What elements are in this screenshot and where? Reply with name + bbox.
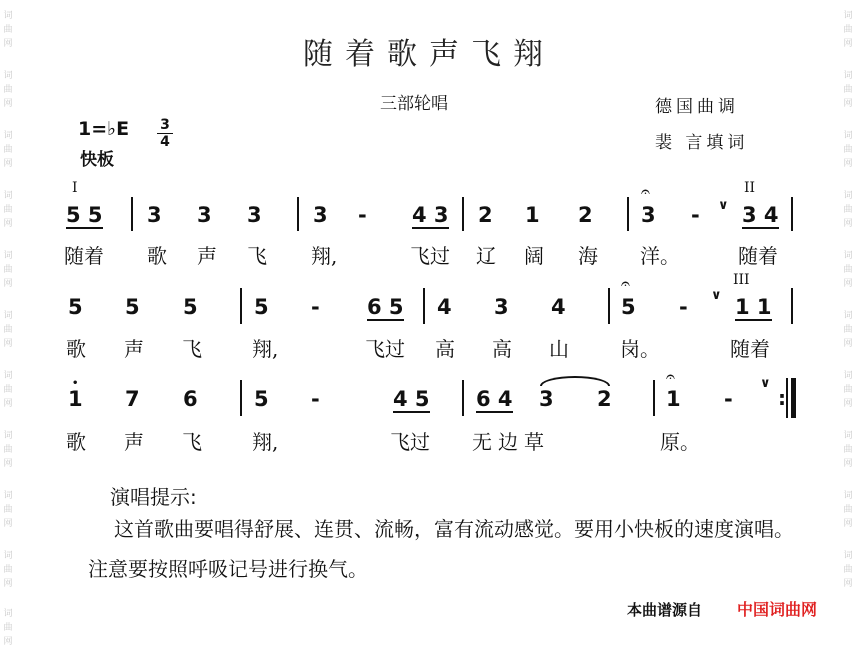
watermark-char: 词 (3, 71, 13, 81)
lyricist-credit: 裴 言填词 (655, 133, 749, 153)
lyric: 声 (124, 337, 144, 361)
note: 2 (597, 387, 612, 411)
watermark-char: 网 (843, 339, 853, 349)
lyric: 随着 (64, 244, 104, 268)
note: 4 5 (393, 387, 430, 411)
lyric: 高 (492, 337, 512, 361)
note: 5 5 (66, 203, 103, 227)
lyric: 飞过 (390, 430, 430, 454)
watermark-char: 网 (843, 219, 853, 229)
barline (653, 380, 655, 416)
source-brand-link[interactable]: 中国词曲网 (737, 600, 818, 619)
watermark-char: 曲 (3, 565, 13, 575)
watermark-char: 曲 (3, 325, 13, 335)
lyric: 岗。 (620, 337, 660, 361)
lyric: 飞 (182, 337, 202, 361)
watermark-char: 网 (3, 637, 13, 647)
watermark-char: 曲 (843, 565, 853, 575)
barline (791, 288, 793, 324)
lyric: 随着 (730, 337, 770, 361)
watermark-char: 曲 (843, 205, 853, 215)
lyric: 海 (578, 244, 598, 268)
note: 5 (68, 295, 83, 319)
lyric: 山 (549, 337, 569, 361)
note: 3 (313, 203, 328, 227)
note: 5 (254, 387, 269, 411)
watermark-char: 曲 (3, 505, 13, 515)
barline (608, 288, 610, 324)
key-signature: 1=♭E (78, 118, 130, 140)
tempo-marking: 快板 (80, 150, 114, 170)
lyric: 翔, (252, 430, 279, 454)
watermark-char: 曲 (843, 265, 853, 275)
watermark-char: 词 (843, 551, 853, 561)
watermark-char: 网 (3, 219, 13, 229)
watermark-char: 词 (843, 431, 853, 441)
watermark-char: 词 (843, 71, 853, 81)
note: 7 (125, 387, 140, 411)
lyric: 翔, (311, 244, 338, 268)
watermark-char: 网 (3, 339, 13, 349)
watermark-left (2, 0, 14, 649)
watermark-char: 曲 (3, 205, 13, 215)
watermark-char: 词 (843, 311, 853, 321)
lyric: 阔 (524, 244, 544, 268)
barline (297, 197, 299, 231)
watermark-char: 网 (3, 519, 13, 529)
slur-tie (540, 376, 610, 386)
watermark-char: 曲 (843, 145, 853, 155)
watermark-char: 词 (3, 551, 13, 561)
fermata-icon: 𝄐 (621, 274, 630, 293)
note: 2 (578, 203, 593, 227)
repeat-barline (786, 378, 788, 418)
watermark-char: 词 (3, 609, 13, 619)
watermark-char: 曲 (3, 265, 13, 275)
note: 6 4 (476, 387, 513, 411)
note: 4 (437, 295, 452, 319)
note-dash: - (358, 203, 367, 227)
lyric: 声 (124, 430, 144, 454)
note: 5 (125, 295, 140, 319)
note: 1 1 (735, 295, 772, 319)
barline (627, 197, 629, 231)
note-dash: - (679, 295, 688, 319)
barline (462, 380, 464, 416)
breath-mark-icon: ∨ (760, 376, 771, 391)
note-dash: - (691, 203, 700, 227)
barline (240, 288, 242, 324)
watermark-char: 曲 (3, 385, 13, 395)
watermark-char: 网 (843, 159, 853, 169)
note: 3 (494, 295, 509, 319)
watermark-char: 网 (3, 39, 13, 49)
repeat-dots-icon: : (778, 386, 786, 410)
barline (240, 380, 242, 416)
note: 3 (641, 203, 656, 227)
tips-body: 这首歌曲要唱得舒展、连贯、流畅，富有流动感觉。要用小快板的速度演唱。注意要按照呼吸记号进行换气。 (88, 517, 794, 581)
watermark-char: 网 (843, 279, 853, 289)
watermark-char: 词 (3, 11, 13, 21)
watermark-char: 词 (843, 191, 853, 201)
watermark-char: 曲 (3, 445, 13, 455)
part-mark-1: I (72, 180, 78, 196)
part-mark-3: III (733, 272, 750, 288)
lyric: 声 (197, 244, 217, 268)
composer-credit: 德国曲调 (655, 97, 739, 117)
breath-mark-icon: ∨ (711, 288, 722, 303)
note: 6 (183, 387, 198, 411)
watermark-char: 网 (3, 99, 13, 109)
watermark-char: 词 (843, 131, 853, 141)
lyric: 飞 (182, 430, 202, 454)
watermark-char: 词 (3, 431, 13, 441)
watermark-char: 曲 (843, 325, 853, 335)
note: 3 (147, 203, 162, 227)
lyric: 飞过 (410, 244, 450, 268)
barline (131, 197, 133, 231)
note: 3 (539, 387, 554, 411)
watermark-char: 曲 (3, 25, 13, 35)
song-title: 随着歌声飞翔 (303, 37, 555, 72)
note: 1 (666, 387, 681, 411)
watermark-char: 网 (843, 519, 853, 529)
watermark-char: 词 (3, 251, 13, 261)
part-mark-2: II (744, 180, 756, 196)
watermark-char: 词 (843, 491, 853, 501)
note: 4 3 (412, 203, 449, 227)
lyric: 无边草 (472, 430, 550, 454)
lyric: 歌 (147, 244, 167, 268)
barline (423, 288, 425, 324)
breath-mark-icon: ∨ (718, 198, 729, 213)
watermark-char: 曲 (843, 445, 853, 455)
watermark-char: 网 (3, 399, 13, 409)
watermark-char: 网 (843, 579, 853, 589)
lyric: 原。 (660, 430, 700, 454)
watermark-char: 词 (3, 491, 13, 501)
note: 4 (551, 295, 566, 319)
time-signature-bottom: 4 (160, 134, 170, 150)
barline (462, 197, 464, 231)
source-label: 本曲谱源自 (627, 601, 703, 619)
note: 3 (197, 203, 212, 227)
repeat-barline-thick (791, 378, 796, 418)
song-subtitle: 三部轮唱 (380, 94, 448, 114)
barline (791, 197, 793, 231)
lyric: 高 (435, 337, 455, 361)
fermata-icon: 𝄐 (666, 367, 675, 386)
watermark-char: 网 (843, 459, 853, 469)
lyric: 歌 (66, 337, 86, 361)
watermark-char: 词 (3, 371, 13, 381)
note: 2 (478, 203, 493, 227)
high-octave-dot-icon: • (72, 378, 79, 389)
note: 1 (525, 203, 540, 227)
watermark-char: 网 (3, 159, 13, 169)
watermark-char: 曲 (3, 623, 13, 633)
lyric: 飞 (247, 244, 267, 268)
lyric: 洋。 (640, 244, 680, 268)
note: 3 4 (742, 203, 779, 227)
note-dash: - (311, 387, 320, 411)
note: 1 (68, 387, 83, 411)
lyric: 翔, (252, 337, 279, 361)
watermark-char: 词 (843, 371, 853, 381)
watermark-char: 曲 (3, 145, 13, 155)
time-signature-top: 3 (160, 117, 170, 133)
note: 5 (183, 295, 198, 319)
watermark-char: 曲 (843, 505, 853, 515)
note: 5 (254, 295, 269, 319)
watermark-char: 词 (843, 11, 853, 21)
tips-heading: 演唱提示: (110, 485, 197, 509)
watermark-char: 网 (843, 99, 853, 109)
watermark-char: 词 (3, 311, 13, 321)
watermark-char: 网 (843, 399, 853, 409)
time-signature (157, 118, 173, 149)
note-dash: - (724, 387, 733, 411)
watermark-char: 词 (843, 251, 853, 261)
note: 3 (247, 203, 262, 227)
watermark-char: 词 (3, 131, 13, 141)
lyric: 随着 (738, 244, 778, 268)
watermark-char: 网 (3, 579, 13, 589)
lyric: 歌 (66, 430, 86, 454)
lyric: 辽 (476, 244, 496, 268)
watermark-char: 曲 (843, 25, 853, 35)
fermata-icon: 𝄐 (641, 182, 650, 201)
watermark-char: 网 (3, 279, 13, 289)
lyric: 飞过 (365, 337, 405, 361)
watermark-char: 网 (3, 459, 13, 469)
note-dash: - (311, 295, 320, 319)
note: 6 5 (367, 295, 404, 319)
note: 5 (621, 295, 636, 319)
watermark-char: 曲 (843, 385, 853, 395)
watermark-char: 曲 (843, 85, 853, 95)
watermark-right (842, 0, 854, 649)
watermark-char: 词 (3, 191, 13, 201)
watermark-char: 网 (843, 39, 853, 49)
watermark-char: 曲 (3, 85, 13, 95)
